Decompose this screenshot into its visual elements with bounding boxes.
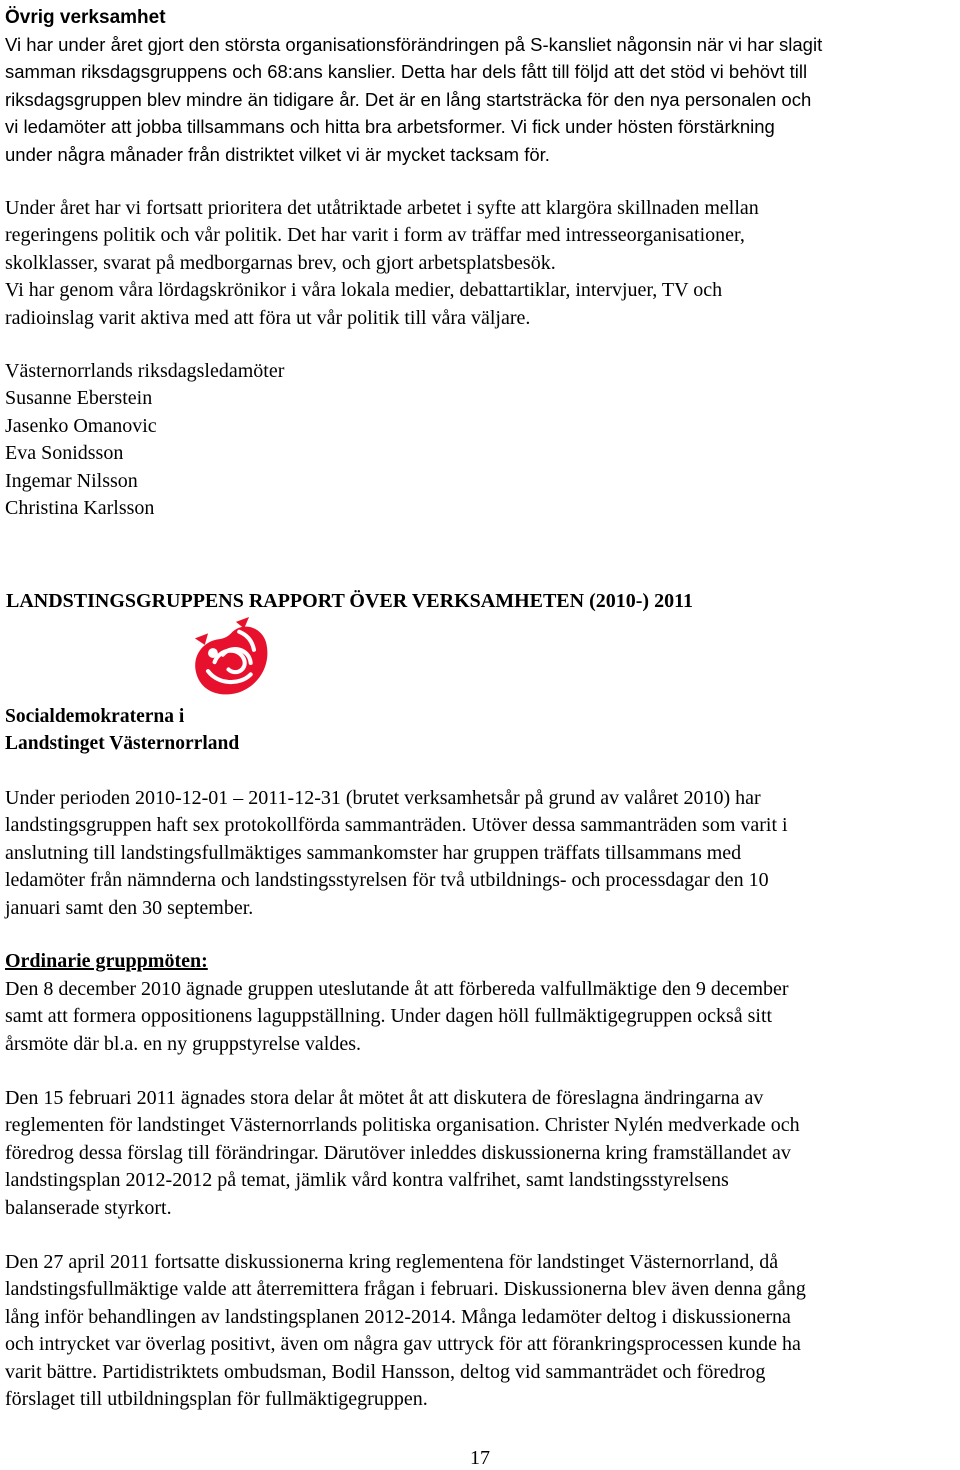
- text-line: balanserade styrkort.: [5, 1196, 172, 1219]
- text-line: Den 27 april 2011 fortsatte diskussionerna kring reglementena för landstinget Västernorrland, då: [5, 1251, 779, 1273]
- text-line: landstingsfullmäktige valde att återremittera frågan i februari. Diskussionerna blev även denna gång: [5, 1278, 806, 1301]
- member-name: Ingemar Nilsson: [5, 469, 138, 492]
- org-line: Landstinget Västernorrland: [5, 733, 240, 755]
- text-line: samt att formera oppositionens laguppställning. Under dagen höll fullmäktigegruppen också sitt: [5, 1005, 773, 1028]
- text-line: Den 15 februari 2011 ägnades stora delar åt mötet åt att diskutera de föreslagna ändringarna av: [5, 1087, 764, 1109]
- member-name: Jasenko Omanovic: [5, 414, 157, 437]
- text-line: under några månader från distriktet vilket vi är mycket tacksam för.: [5, 143, 550, 165]
- text-line: förslaget till utbildningsplan för fullmäktigegruppen.: [5, 1388, 428, 1411]
- text-line: ledamöter från nämnderna och landstingsstyrelsen för två utbildnings- och processdagar den 10: [5, 869, 769, 892]
- text-line: landstingsplan 2012-2012 på temat, jämlik vård kontra valfrihet, samt landstingsstyrelsens: [5, 1169, 729, 1192]
- page-number: 17: [470, 1447, 490, 1469]
- paragraph-period-intro: [5, 785, 955, 922]
- paragraph-outreach-work: [5, 195, 955, 332]
- text-line: varit bättre. Partidistriktets ombudsman, Bodil Hansson, deltog vid sammanträdet och föredrog: [5, 1360, 766, 1383]
- text-line: reglementen för landstinget Västernorrlands politiska organisation. Christer Nylén medverkade och: [5, 1114, 800, 1137]
- text-line: och intrycket var överlag positivt, även om några gav uttryck för att förankringsprocessen kunde ha: [5, 1333, 801, 1356]
- member-list: [5, 358, 955, 522]
- meetings-heading: Ordinarie gruppmöten:: [5, 950, 208, 972]
- report-heading: LANDSTINGSGRUPPENS RAPPORT ÖVER VERKSAMHETEN (2010-) 2011: [6, 590, 693, 612]
- text-line: årsmöte där bl.a. en ny gruppstyrelse valdes.: [5, 1032, 362, 1055]
- text-line: landstingsgruppen haft sex protokollförda sammanträden. Utöver dessa sammanträden som varit i: [5, 814, 788, 837]
- paragraph-meeting-february: [5, 1085, 955, 1222]
- text-line: januari samt den 30 september.: [5, 896, 254, 919]
- text-line: Under året har vi fortsatt prioritera det utåtriktade arbetet i syfte att klargöra skillnaden mellan: [5, 197, 759, 219]
- text-line: lång inför behandlingen av landstingsplanen 2012-2014. Många ledamöter deltog i diskussionerna: [5, 1305, 791, 1328]
- text-line: regeringens politik och vår politik. Det har varit i form av träffar med intresseorganisationer,: [5, 224, 745, 247]
- text-line: anslutning till landstingsfullmäktiges sammankomster har gruppen träffats tillsammans med: [5, 841, 742, 864]
- paragraph-meeting-december: [5, 976, 955, 1058]
- text-line: Vi har under året gjort den största organisationsförändringen på S-kansliet någonsin när vi har slagit: [5, 34, 823, 55]
- paragraph-meeting-april: [5, 1249, 955, 1413]
- text-line: Under perioden 2010-12-01 – 2011-12-31 (brutet verksamhetsår på grund av valåret 2010) har: [5, 787, 761, 809]
- text-line: radioinslag varit aktiva med att föra ut vår politik till våra väljare.: [5, 306, 531, 329]
- text-line: riksdagsgruppen blev mindre än tidigare år. Det är en lång startsträcka för den nya personalen och: [5, 88, 812, 110]
- text-line: vi ledamöter att jobba tillsammans och hitta bra arbetsformer. Vi fick under hösten förstärkning: [5, 116, 775, 138]
- text-line: skolklasser, svarat på medborgarnas brev, och gjort arbetsplatsbesök.: [5, 251, 556, 274]
- paragraph-organisation-change: [5, 31, 955, 168]
- member-name: Eva Sonidsson: [5, 442, 124, 465]
- member-name: Susanne Eberstein: [5, 387, 153, 410]
- text-line: föredrog dessa förslag till förändringar. Därutöver inleddes diskussionerna kring framställandet av: [5, 1141, 791, 1164]
- section-heading-ovrig-verksamhet: Övrig verksamhet: [5, 7, 166, 28]
- text-line: Den 8 december 2010 ägnade gruppen uteslutande åt att förbereda valfullmäktige den 9 december: [5, 978, 789, 1000]
- org-line: Socialdemokraterna i: [5, 706, 185, 727]
- member-list-title: Västernorrlands riksdagsledamöter: [5, 360, 285, 382]
- text-line: samman riksdagsgruppens och 68:ans kanslier. Detta har dels fått till följd att det stöd vi behövt till: [5, 61, 808, 83]
- text-line: Vi har genom våra lördagskrönikor i våra lokala medier, debattartiklar, intervjuer, TV och: [5, 279, 723, 302]
- member-name: Christina Karlsson: [5, 497, 155, 520]
- social-democrat-rose-logo-icon: [190, 617, 272, 699]
- organisation-name: [5, 703, 955, 758]
